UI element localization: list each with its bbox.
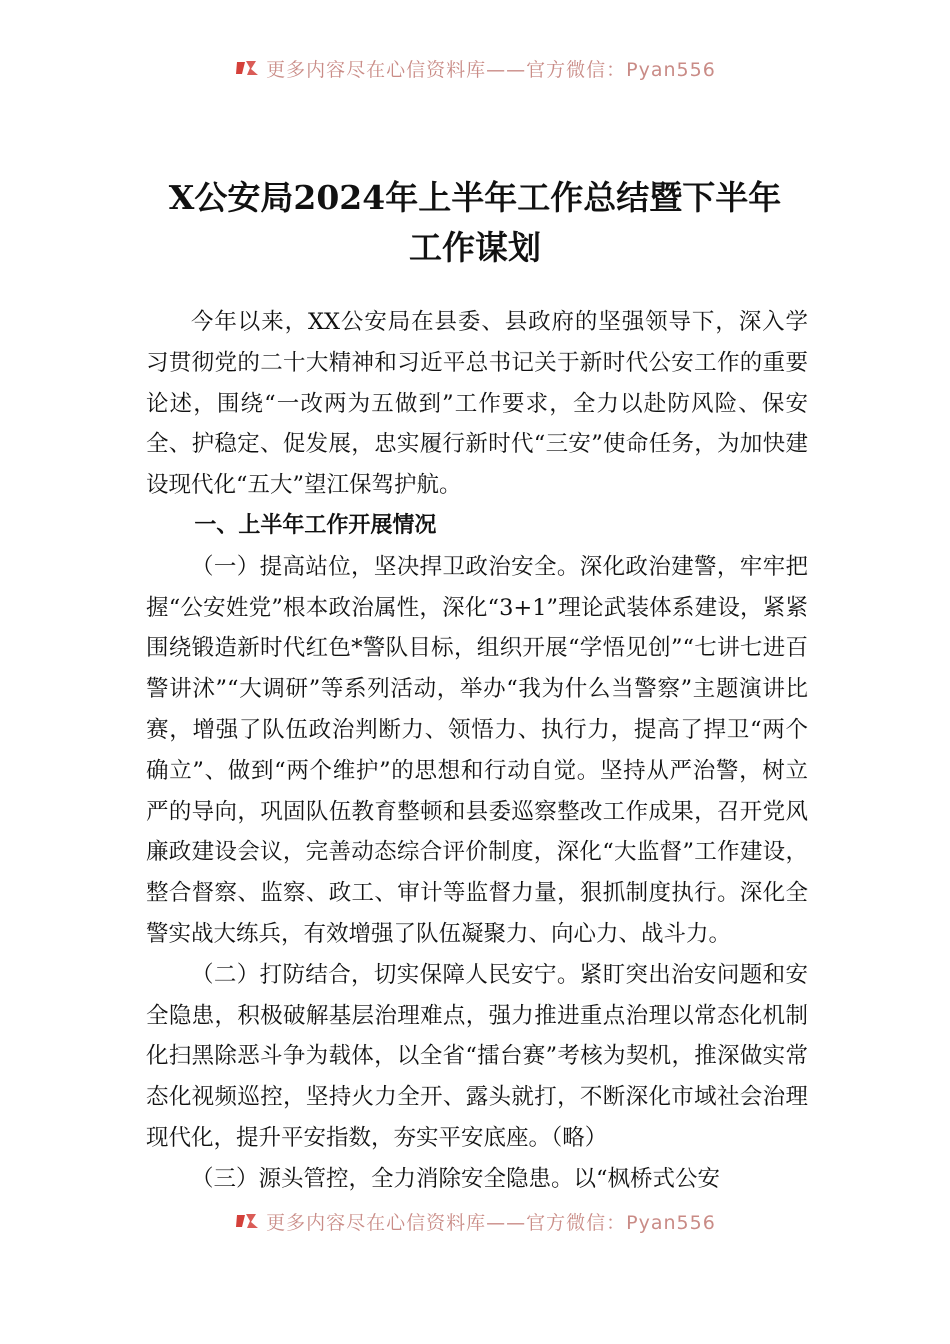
intro-paragraph: 今年以来，XX公安局在县委、县政府的坚强领导下，深入学习贯彻党的二十大精神和习近平总书记关于新时代公安工作的重要论述，围绕“一改两为五做到”工作要求，全力以赴防风险、保安全、护稳定、促发展，忠实履行新时代“三安”使命任务，为加快建设现代化“五大”望江保驾护航。 bbox=[146, 309, 808, 499]
document-title: X公安局2024年上半年工作总结暨下半年 bbox=[168, 178, 782, 217]
body-paragraph: （三）源头管控，全力消除安全隐患。以“枫桥式公安 bbox=[191, 1165, 721, 1192]
body-paragraph: （一）提高站位，坚决捍卫政治安全。深化政治建警，牢牢把握“公安姓党”根本政治属性，深化“3+1”理论武装体系建设，紧紧围绕锻造新时代红色*警队目标，组织开展“学悟见创”“七讲七进百警讲沭”“大调研”等系列活动，举办“我为什么当警察”主题演讲比赛，增强了队伍政治判断力、领悟力、执行力，提高了捍卫“两个确立”、做到“两个维护”的思想和行动自觉。坚持从严治警，树立严的导向，巩固队伍教育整顿和县委巡察整改工作成果，召开党风廉政建设会议，完善动态综合评价制度，深化“大监督”工作建设，整合督察、监察、政工、审计等监督力量，狠抓制度执行。深化全警实战大练兵，有效增强了队伍凝聚力、向心力、战斗力。 bbox=[146, 553, 808, 947]
brand-logo-icon bbox=[234, 1211, 260, 1236]
watermark-text: 更多内容尽在心信资料库——官方微信：Pyan556 bbox=[266, 1212, 716, 1234]
brand-logo-icon bbox=[234, 58, 260, 83]
section-heading: 一、上半年工作开展情况 bbox=[194, 512, 437, 538]
watermark-bottom bbox=[0, 1208, 950, 1236]
document-body bbox=[146, 302, 808, 1200]
watermark-text: 更多内容尽在心信资料库——官方微信：Pyan556 bbox=[266, 59, 716, 81]
body-paragraph: （二）打防结合，切实保障人民安宁。紧盯突出治安问题和安全隐患，积极破解基层治理难点，强力推进重点治理以常态化机制化扫黑除恶斗争为载体，以全省“擂台赛”考核为契机，推深做实常态化视频巡控，坚持火力全开、露头就打，不断深化市域社会治理现代化，提升平安指数，夯实平安底座。（略） bbox=[146, 961, 808, 1151]
document-title-continued: 工作谋划 bbox=[409, 228, 541, 267]
watermark-top bbox=[0, 55, 950, 83]
